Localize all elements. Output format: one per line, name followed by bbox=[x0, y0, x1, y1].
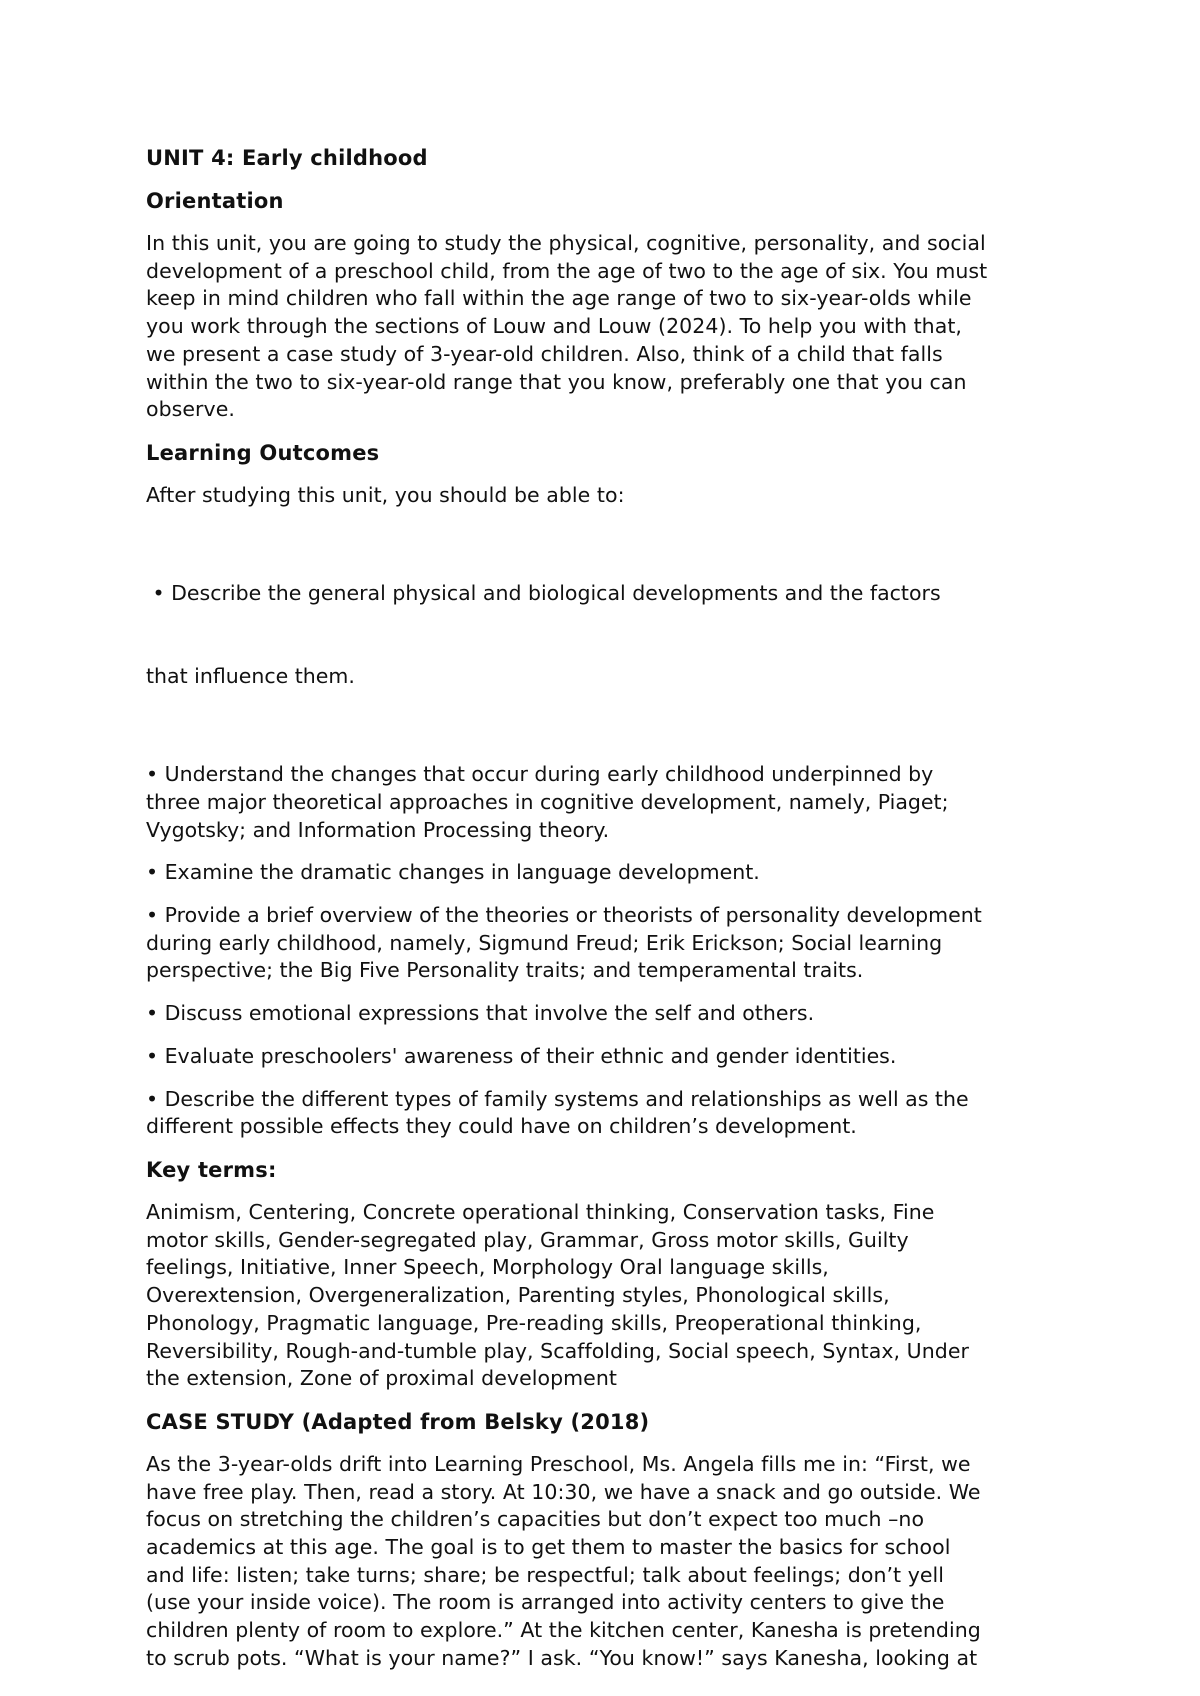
case-study-line: academics at this age. The goal is to get them to master the basics for school bbox=[146, 1535, 951, 1560]
outcome-item bbox=[146, 859, 1066, 887]
key-terms-paragraph bbox=[146, 1199, 1066, 1393]
outcome-line: that influence them. bbox=[146, 664, 355, 689]
outcome-item bbox=[146, 761, 1066, 844]
case-study-line: and life: listen; take turns; share; be respectful; talk about feelings; don’t yell bbox=[146, 1562, 945, 1587]
outcome-item bbox=[146, 902, 1066, 985]
outcome-line: Vygotsky; and Information Processing theory. bbox=[146, 817, 610, 842]
outcomes-intro bbox=[146, 482, 1066, 510]
key-terms-line: motor skills, Gender-segregated play, Grammar, Gross motor skills, Guilty bbox=[146, 1227, 909, 1252]
outcome-item bbox=[146, 1000, 1066, 1028]
orientation-line: keep in mind children who fall within the age range of two to six-year-olds while bbox=[146, 286, 972, 311]
orientation-line: observe. bbox=[146, 397, 235, 422]
outcome-line: • Examine the dramatic changes in language development. bbox=[146, 860, 760, 885]
case-study-line: children plenty of room to explore.” At the kitchen center, Kanesha is pretending bbox=[146, 1618, 981, 1643]
learning-outcomes-heading: Learning Outcomes bbox=[146, 440, 380, 465]
outcome-line: during early childhood, namely, Sigmund Freud; Erik Erickson; Social learning bbox=[146, 930, 943, 955]
orientation-line: you work through the sections of Louw and Louw (2024). To help you with that, bbox=[146, 314, 962, 339]
orientation-line: development of a preschool child, from the age of two to the age of six. You must bbox=[146, 258, 988, 283]
key-terms-line: Reversibility, Rough-and-tumble play, Scaffolding, Social speech, Syntax, Under bbox=[146, 1338, 969, 1363]
orientation-line: we present a case study of 3-year-old children. Also, think of a child that falls bbox=[146, 341, 943, 366]
case-study-line: focus on stretching the children’s capacities but don’t expect too much –no bbox=[146, 1507, 925, 1532]
case-study-line: have free play. Then, read a story. At 10:30, we have a snack and go outside. We bbox=[146, 1479, 981, 1504]
case-study-line: As the 3-year-olds drift into Learning Preschool, Ms. Angela fills me in: “First, we bbox=[146, 1451, 971, 1476]
outcome-line: • Provide a brief overview of the theories or theorists of personality development bbox=[146, 903, 982, 928]
document-page bbox=[146, 144, 1066, 1688]
outcome-line: • Understand the changes that occur during early childhood underpinned by bbox=[146, 762, 934, 787]
orientation-line: In this unit, you are going to study the physical, cognitive, personality, and social bbox=[146, 231, 986, 255]
outcome-line: • Evaluate preschoolers' awareness of their ethnic and gender identities. bbox=[146, 1043, 897, 1068]
key-terms-line: Animism, Centering, Concrete operational thinking, Conservation tasks, Fine bbox=[146, 1199, 935, 1224]
case-study-line: (use your inside voice). The room is arranged into activity centers to give the bbox=[146, 1590, 945, 1615]
outcome-line: perspective; the Big Five Personality traits; and temperamental traits. bbox=[146, 958, 864, 983]
outcome-item bbox=[146, 1086, 1066, 1141]
key-terms-line: Phonology, Pragmatic language, Pre-reading skills, Preoperational thinking, bbox=[146, 1310, 922, 1335]
case-study-heading: CASE STUDY (Adapted from Belsky (2018) bbox=[146, 1409, 650, 1434]
orientation-paragraph bbox=[146, 230, 1066, 424]
case-study-paragraph bbox=[146, 1451, 1066, 1673]
unit-title: UNIT 4: Early childhood bbox=[146, 146, 428, 170]
case-study-line: to scrub pots. “What is your name?” I ask. “You know!” says Kanesha, looking at bbox=[146, 1645, 978, 1670]
orientation-line: within the two to six-year-old range that you know, preferably one that you can bbox=[146, 369, 967, 394]
outcome-line: • Describe the different types of family systems and relationships as well as the bbox=[146, 1086, 969, 1111]
outcome-line: different possible effects they could have on children’s development. bbox=[146, 1114, 857, 1139]
key-terms-line: Overextension, Overgeneralization, Parenting styles, Phonological skills, bbox=[146, 1283, 890, 1308]
outcomes-intro-line: After studying this unit, you should be able to: bbox=[146, 482, 625, 507]
key-terms-heading: Key terms: bbox=[146, 1157, 277, 1182]
outcome-item bbox=[146, 1043, 1066, 1071]
key-terms-line: feelings, Initiative, Inner Speech, Morphology Oral language skills, bbox=[146, 1255, 829, 1280]
outcome-line: • Describe the general physical and biological developments and the factors bbox=[146, 581, 941, 606]
outcome-item bbox=[146, 525, 1066, 747]
outcome-line: three major theoretical approaches in cognitive development, namely, Piaget; bbox=[146, 789, 949, 814]
orientation-heading: Orientation bbox=[146, 189, 284, 213]
key-terms-line: the extension, Zone of proximal development bbox=[146, 1366, 617, 1391]
outcome-line: • Discuss emotional expressions that involve the self and others. bbox=[146, 1001, 815, 1026]
